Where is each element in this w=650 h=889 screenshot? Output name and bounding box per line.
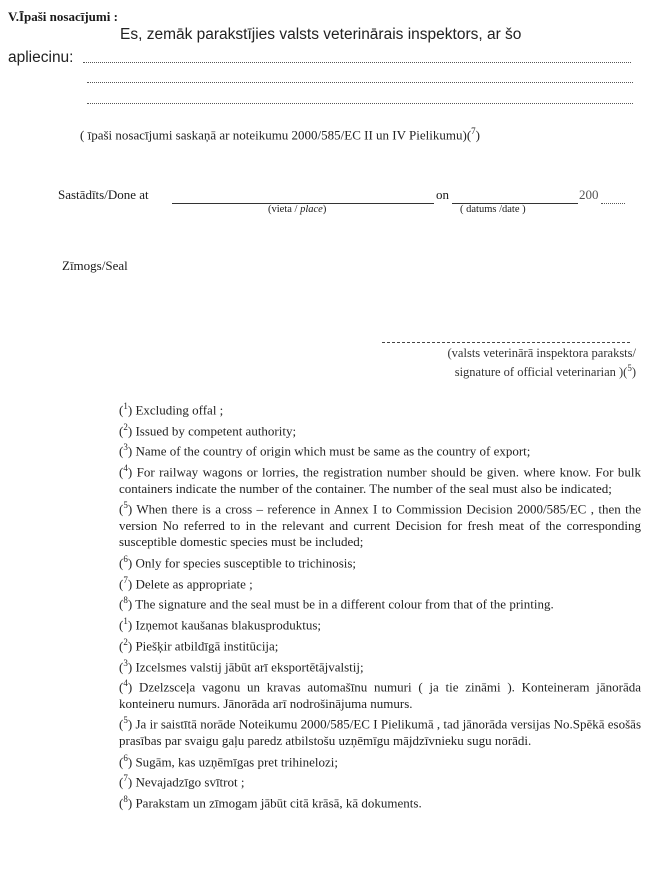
year-prefix: 200	[579, 187, 599, 202]
footnote: ($^6$) Only for species susceptible to trichinosis;	[119, 553, 357, 571]
footnote: ($^5$) Ja ir saistītā norāde Noteikumu 2000/585/EC I Pielikumā , tad jānorāda versijas No.Spēkā esošās prasības par svaigu gaļu paredz atbilstošu uzņēmīgu mājdzīvnieku sugu norādi.	[119, 715, 642, 749]
dotted-line-3	[87, 103, 633, 104]
footnote: ($^3$) Izcelsmes valstij jābūt arī eksportētājvalstij;	[119, 657, 364, 674]
footnote: ($^5$) When there is a cross – reference in Annex I to Commission Decision 2000/585/EC , then the version No referred to in the relevant and current Decision for fresh meat of the corresponding susceptible domestic species must be included;	[119, 500, 642, 550]
declaration-text: Es, zemāk parakstījies valsts veterinārais inspektors, ar šo	[120, 26, 522, 43]
footnotes-list	[119, 398, 641, 812]
footnote: ($^3$) Name of the country of origin which must be same as the country of export;	[119, 442, 531, 459]
footnote: ($^4$) For railway wagons or lorries, the registration number should be given. where know. For bulk containers indicate the number of the container. The number of the seal must also be indicated;	[119, 463, 642, 496]
signature-caption-line1: (valsts veterinārā inspektora paraksts/	[447, 346, 636, 360]
footnote: ($^4$) Dzelzsceļa vagonu un kravas automašīnu numuri ( ja tie zināmi ). Konteineram jānorāda konteineru numurs. Jānorāda arī nodrošinājuma numurs.	[119, 678, 642, 712]
seal-label: Zīmogs/Seal	[62, 258, 128, 273]
section-title: V.Īpaši nosacījumi :	[8, 9, 118, 24]
signature-caption-line2: signature of official veterinarian )($^5$)	[454, 363, 636, 380]
footnote: ($^1$) Izņemot kaušanas blakusproduktus;	[119, 616, 322, 633]
footnote: ($^8$) The signature and the seal must be in a different colour from that of the printing.	[119, 595, 554, 612]
done-at-label: Sastādīts/Done at	[58, 187, 149, 202]
footnote: ($^2$) Issued by competent authority;	[119, 421, 297, 439]
on-label: on	[436, 187, 449, 202]
conditions-note: ( īpaši nosacījumi saskaņā ar noteikumu 2000/585/EC II un IV Pielikumu)($^7$)	[80, 126, 480, 143]
date-caption: ( datums /date )	[460, 204, 526, 215]
footnote: ($^1$) Excluding offal ;	[119, 401, 224, 418]
signature-line[interactable]	[382, 342, 630, 343]
footnote: ($^7$) Delete as appropriate ;	[119, 574, 253, 591]
year-field[interactable]	[601, 203, 625, 204]
dotted-line-1	[83, 62, 631, 63]
footnote: ($^8$) Parakstam un zīmogam jābūt citā krāsā, kā dokuments.	[119, 794, 422, 811]
footnote: ($^6$) Sugām, kas uzņēmīgas pret trihinelozi;	[119, 752, 338, 769]
place-caption: (vieta / place)	[268, 204, 327, 215]
certify-label: apliecinu:	[8, 49, 74, 66]
dotted-line-2	[87, 82, 633, 83]
footnote: ($^2$) Piešķir atbildīgā institūcija;	[119, 636, 279, 654]
footnote: ($^7$) Nevajadzīgo svītrot ;	[119, 773, 245, 790]
